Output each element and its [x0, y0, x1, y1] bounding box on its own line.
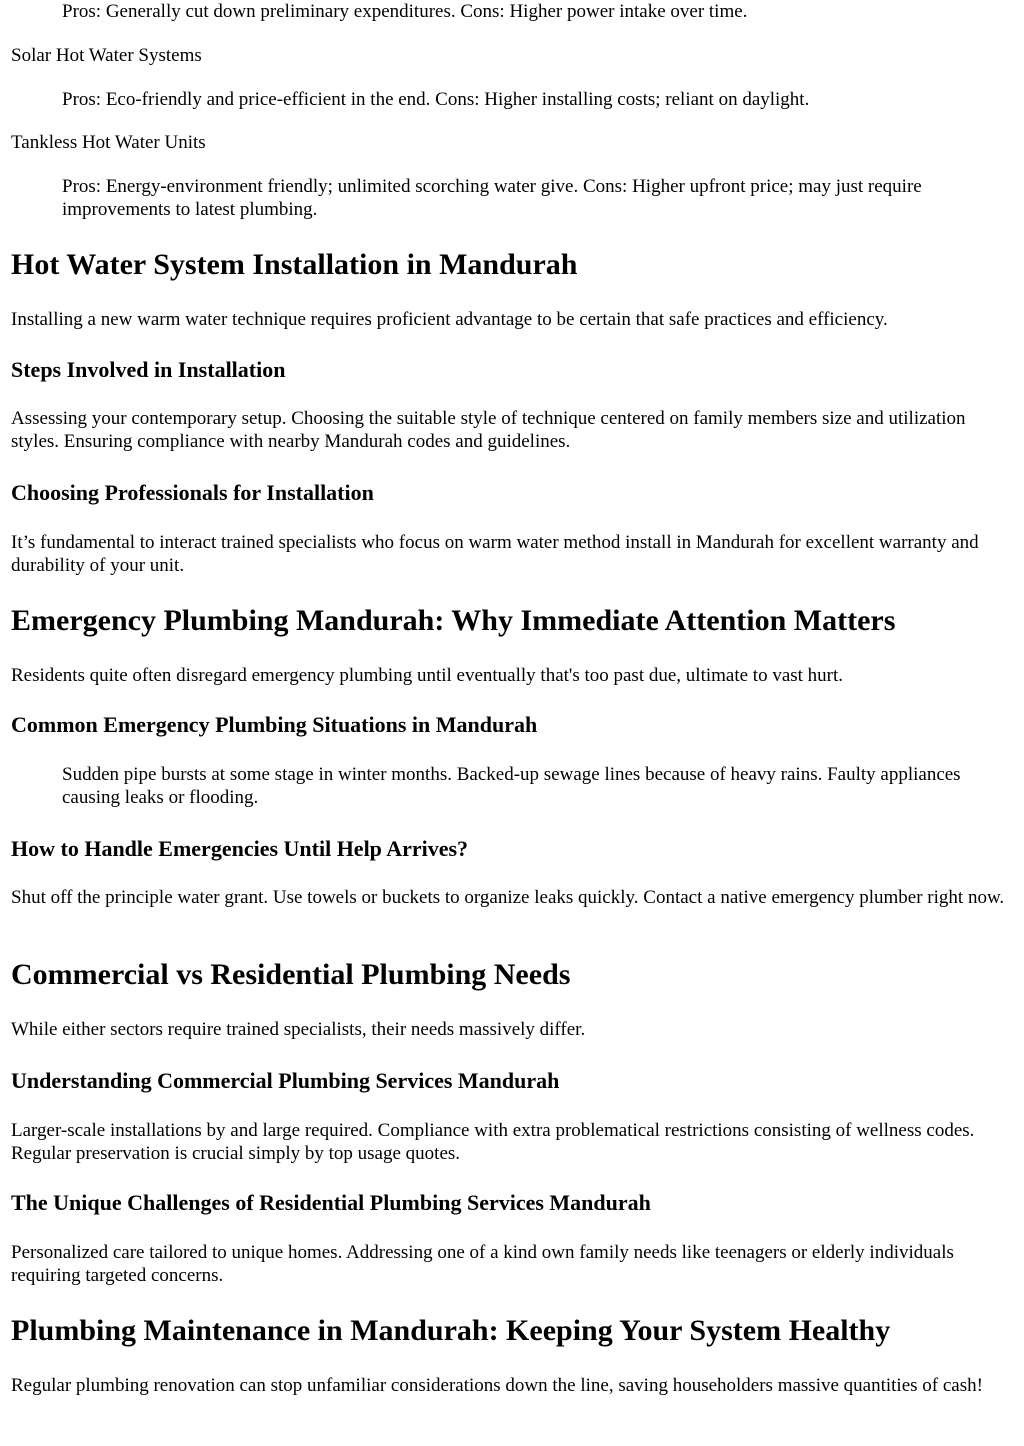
commercial-services-heading: Understanding Commercial Plumbing Services Mandurah: [11, 1068, 560, 1093]
handle-emergencies-text: Shut off the principle water grant. Use towels or buckets to organize leaks quickly. Contact a native emergency plumber right now.: [11, 887, 1005, 908]
electric-pros-cons: Pros: Generally cut down preliminary expenditures. Cons: Higher power intake over time.: [62, 1, 748, 22]
emergency-heading: Emergency Plumbing Mandurah: Why Immediate Attention Matters: [11, 604, 896, 637]
commercial-services-text: Larger-scale installations by and large required. Compliance with extra problematical restrictions consisting of wellness codes. Regular preservation is crucial simply by top usage quotes.: [11, 1120, 975, 1164]
installation-steps-text: Assessing your contemporary setup. Choosing the suitable style of technique centered on family members size and utilization styles. Ensuring compliance with nearby Mandurah codes and guidelines.: [11, 408, 966, 452]
installation-steps-heading: Steps Involved in Installation: [11, 357, 286, 382]
handle-emergencies-heading: How to Handle Emergencies Until Help Arrives?: [11, 836, 469, 861]
choosing-professionals-heading: Choosing Professionals for Installation: [11, 480, 374, 505]
common-emergency-text: Sudden pipe bursts at some stage in winter months. Backed-up sewage lines because of heavy rains. Faulty appliances causing leaks or flooding.: [62, 764, 961, 808]
tankless-pros-cons: Pros: Energy-environment friendly; unlimited scorching water give. Cons: Higher upfront price; may just require improvements to latest plumbing.: [62, 176, 922, 220]
maintenance-heading: Plumbing Maintenance in Mandurah: Keeping Your System Healthy: [11, 1314, 891, 1347]
commercial-residential-heading: Commercial vs Residential Plumbing Needs: [11, 958, 571, 991]
commercial-residential-intro: While either sectors require trained specialists, their needs massively differ.: [11, 1019, 586, 1040]
residential-services-text: Personalized care tailored to unique homes. Addressing one of a kind own family needs like teenagers or elderly individuals requiring targeted concerns.: [11, 1242, 954, 1286]
tankless-system-title: Tankless Hot Water Units: [11, 132, 206, 153]
solar-pros-cons: Pros: Eco-friendly and price-efficient in the end. Cons: Higher installing costs; reliant on daylight.: [62, 89, 810, 110]
emergency-intro: Residents quite often disregard emergency plumbing until eventually that's too past due, ultimate to vast hurt.: [11, 665, 844, 686]
solar-system-title: Solar Hot Water Systems: [11, 45, 202, 66]
residential-services-heading: The Unique Challenges of Residential Plumbing Services Mandurah: [11, 1190, 651, 1215]
installation-heading: Hot Water System Installation in Mandurah: [11, 248, 578, 281]
choosing-professionals-text: It’s fundamental to interact trained specialists who focus on warm water method install in Mandurah for excellent warranty and durability of your unit.: [11, 532, 979, 576]
maintenance-intro: Regular plumbing renovation can stop unfamiliar considerations down the line, saving householders massive quantities of cash!: [11, 1375, 983, 1396]
installation-intro: Installing a new warm water technique requires proficient advantage to be certain that safe practices and efficiency.: [11, 309, 888, 330]
common-emergency-heading: Common Emergency Plumbing Situations in Mandurah: [11, 712, 538, 737]
